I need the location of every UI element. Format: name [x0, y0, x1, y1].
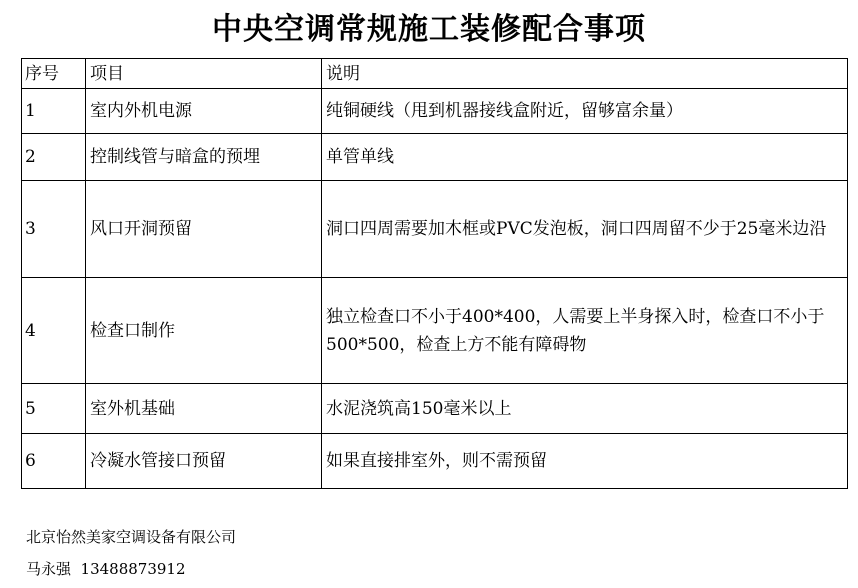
row-no: 6: [22, 434, 86, 489]
contact-info: 马永强 13488873912: [26, 560, 186, 578]
table-row: [22, 134, 848, 181]
row-no: 4: [22, 278, 86, 384]
row-item: 控制线管与暗盒的预埋: [86, 134, 322, 181]
header-desc: 说明: [322, 59, 848, 89]
row-desc: 水泥浇筑高150毫米以上: [322, 384, 848, 434]
row-item: 风口开洞预留: [86, 181, 322, 278]
row-no: 3: [22, 181, 86, 278]
row-desc: 独立检查口不小于400*400，人需要上半身探入时，检查口不小于500*500，检查上方不能有障碍物: [322, 278, 848, 384]
row-item: 冷凝水管接口预留: [86, 434, 322, 489]
row-item: 室外机基础: [86, 384, 322, 434]
row-item: 检查口制作: [86, 278, 322, 384]
table-row: [22, 384, 848, 434]
row-no: 2: [22, 134, 86, 181]
header-item: 项目: [86, 59, 322, 89]
company-name: 北京怡然美家空调设备有限公司: [26, 528, 237, 546]
table-row: [22, 181, 848, 278]
row-desc: 如果直接排室外，则不需预留: [322, 434, 848, 489]
row-no: 1: [22, 89, 86, 134]
table-row: [22, 278, 848, 384]
table-row: [22, 434, 848, 489]
row-desc: 单管单线: [322, 134, 848, 181]
row-desc: 洞口四周需要加木框或PVC发泡板，洞口四周留不少于25毫米边沿: [322, 181, 848, 278]
table-header-row: [22, 59, 848, 89]
row-no: 5: [22, 384, 86, 434]
row-item: 室内外机电源: [86, 89, 322, 134]
row-desc: 纯铜硬线（甩到机器接线盒附近，留够富余量）: [322, 89, 848, 134]
header-no: 序号: [22, 59, 86, 89]
table-row: [22, 89, 848, 134]
page-title: 中央空调常规施工装修配合事项: [212, 12, 646, 47]
construction-items-table: [21, 58, 848, 489]
